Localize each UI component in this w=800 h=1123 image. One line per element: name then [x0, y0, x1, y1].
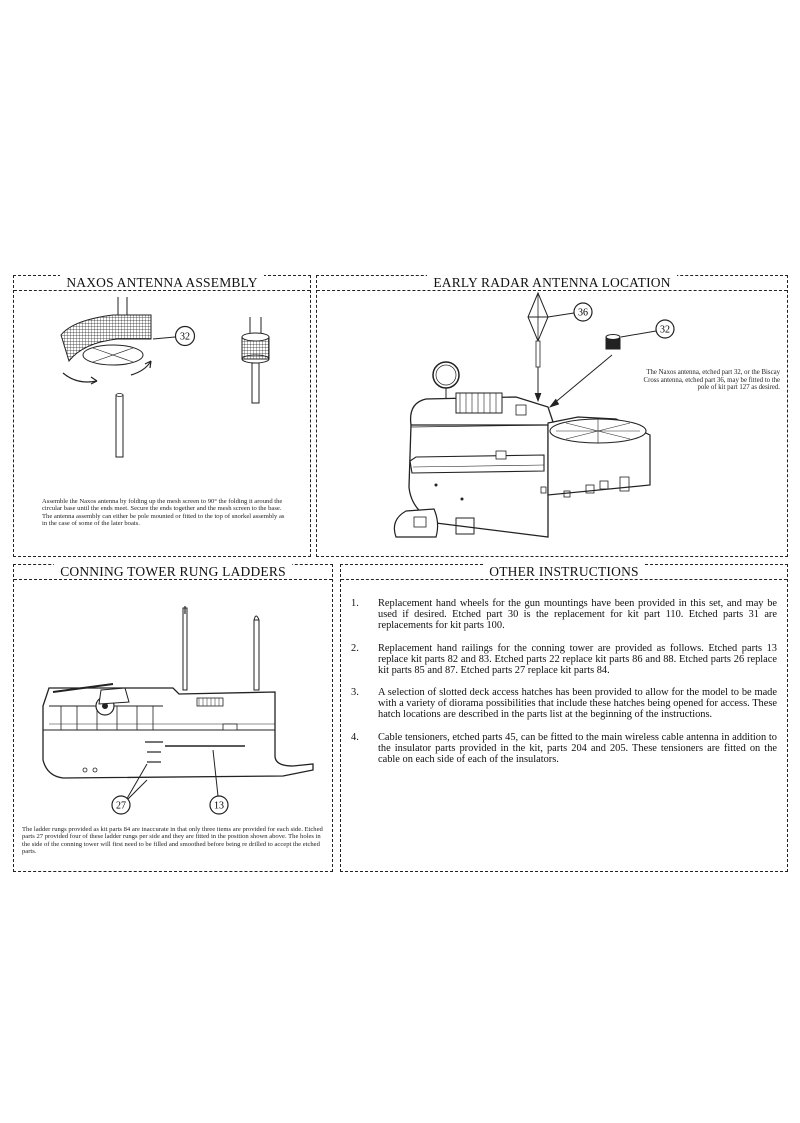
list-item-text: Replacement hand railings for the conning tower are provided as follows. Etched parts 13 replace kit parts 82 and 83. Etched parts 22 replace kit parts 86 and 88. Etched parts 26 replace kit parts 85 and 87. Etched parts 27 replace kit parts 84. — [378, 642, 777, 676]
list-item-text: A selection of slotted deck access hatches has been provided to allow for the model to be made with a variety of diorama possibilities that include these hatches being opened for access. These hatch locations are described in the parts list at the beginning of the instructions. — [378, 687, 777, 720]
radar-naxos-part — [606, 335, 620, 350]
other-panel-title: OTHER INSTRUCTIONS — [341, 565, 787, 580]
list-item-text: Replacement hand wheels for the gun mountings have been provided in this set, and may be used if desired. Etched part 30 is the replacement for kit part 110. Etched parts 31 are replacements for kit parts 100. — [378, 598, 777, 631]
list-item-number: 1. — [351, 598, 359, 609]
list-item-number: 4. — [351, 731, 359, 743]
biscay-cross-antenna — [528, 293, 548, 367]
radar-panel-title: EARLY RADAR ANTENNA LOCATION — [317, 276, 787, 291]
radar-callout-36 — [548, 303, 592, 321]
ladder-tower — [43, 684, 313, 778]
naxos-diagram — [13, 275, 311, 495]
list-item — [351, 598, 777, 631]
list-item-text: Cable tensioners, etched parts 45, can be fitted to the main wireless cable antenna in addition to the insulator parts provided in the kit, parts 204 and 205. These tensioners are fitted on the cable on each side of each of the insulators. — [378, 731, 777, 765]
svg-text:27: 27 — [116, 800, 126, 812]
naxos-caption: Assemble the Naxos antenna by folding up the mesh screen to 90° the folding it around the circular base until the ends meet. Secure the ends together and the mesh screen to the base. The antenna assembly can either be pole mounted or fitted to the top of snorkel assembly as in the case of some of the later boats. — [42, 498, 285, 528]
list-item-number: 2. — [351, 642, 359, 654]
list-item-number: 3. — [351, 687, 359, 698]
naxos-mesh-unfolded — [61, 297, 151, 384]
conning-tower-drawing — [394, 362, 650, 537]
naxos-panel-title: NAXOS ANTENNA ASSEMBLY — [14, 276, 310, 291]
naxos-assembled — [242, 317, 269, 403]
radar-note: The Naxos antenna, etched part 32, or the Biscay Cross antenna, etched part 36, may be fitted to the pole of kit part 127 as desired. — [643, 369, 780, 392]
ladder-masts — [183, 606, 259, 690]
svg-text:32: 32 — [660, 324, 670, 336]
list-item — [351, 732, 777, 765]
radar-diagram — [316, 275, 788, 557]
other-instructions-list — [351, 598, 777, 776]
ladders-diagram — [13, 564, 333, 824]
naxos-callout-32 — [153, 327, 195, 346]
radar-callout-32 — [621, 320, 674, 338]
list-item — [351, 643, 777, 676]
ladders-panel-title: CONNING TOWER RUNG LADDERS — [14, 565, 332, 580]
svg-text:32: 32 — [180, 331, 190, 343]
ladders-caption: The ladder rungs provided as kit parts 84 are inaccurate in that only three items are provided for each side. Etched parts 27 provided four of these ladder rungs per side and they are fitted in the position shown above. The holes in the side of the conning tower will first need to be filled and smoothed before being re drilled to accept the etched parts. — [22, 826, 323, 856]
naxos-pole — [116, 394, 123, 458]
svg-text:36: 36 — [578, 307, 588, 319]
list-item — [351, 687, 777, 720]
svg-text:13: 13 — [214, 800, 224, 812]
